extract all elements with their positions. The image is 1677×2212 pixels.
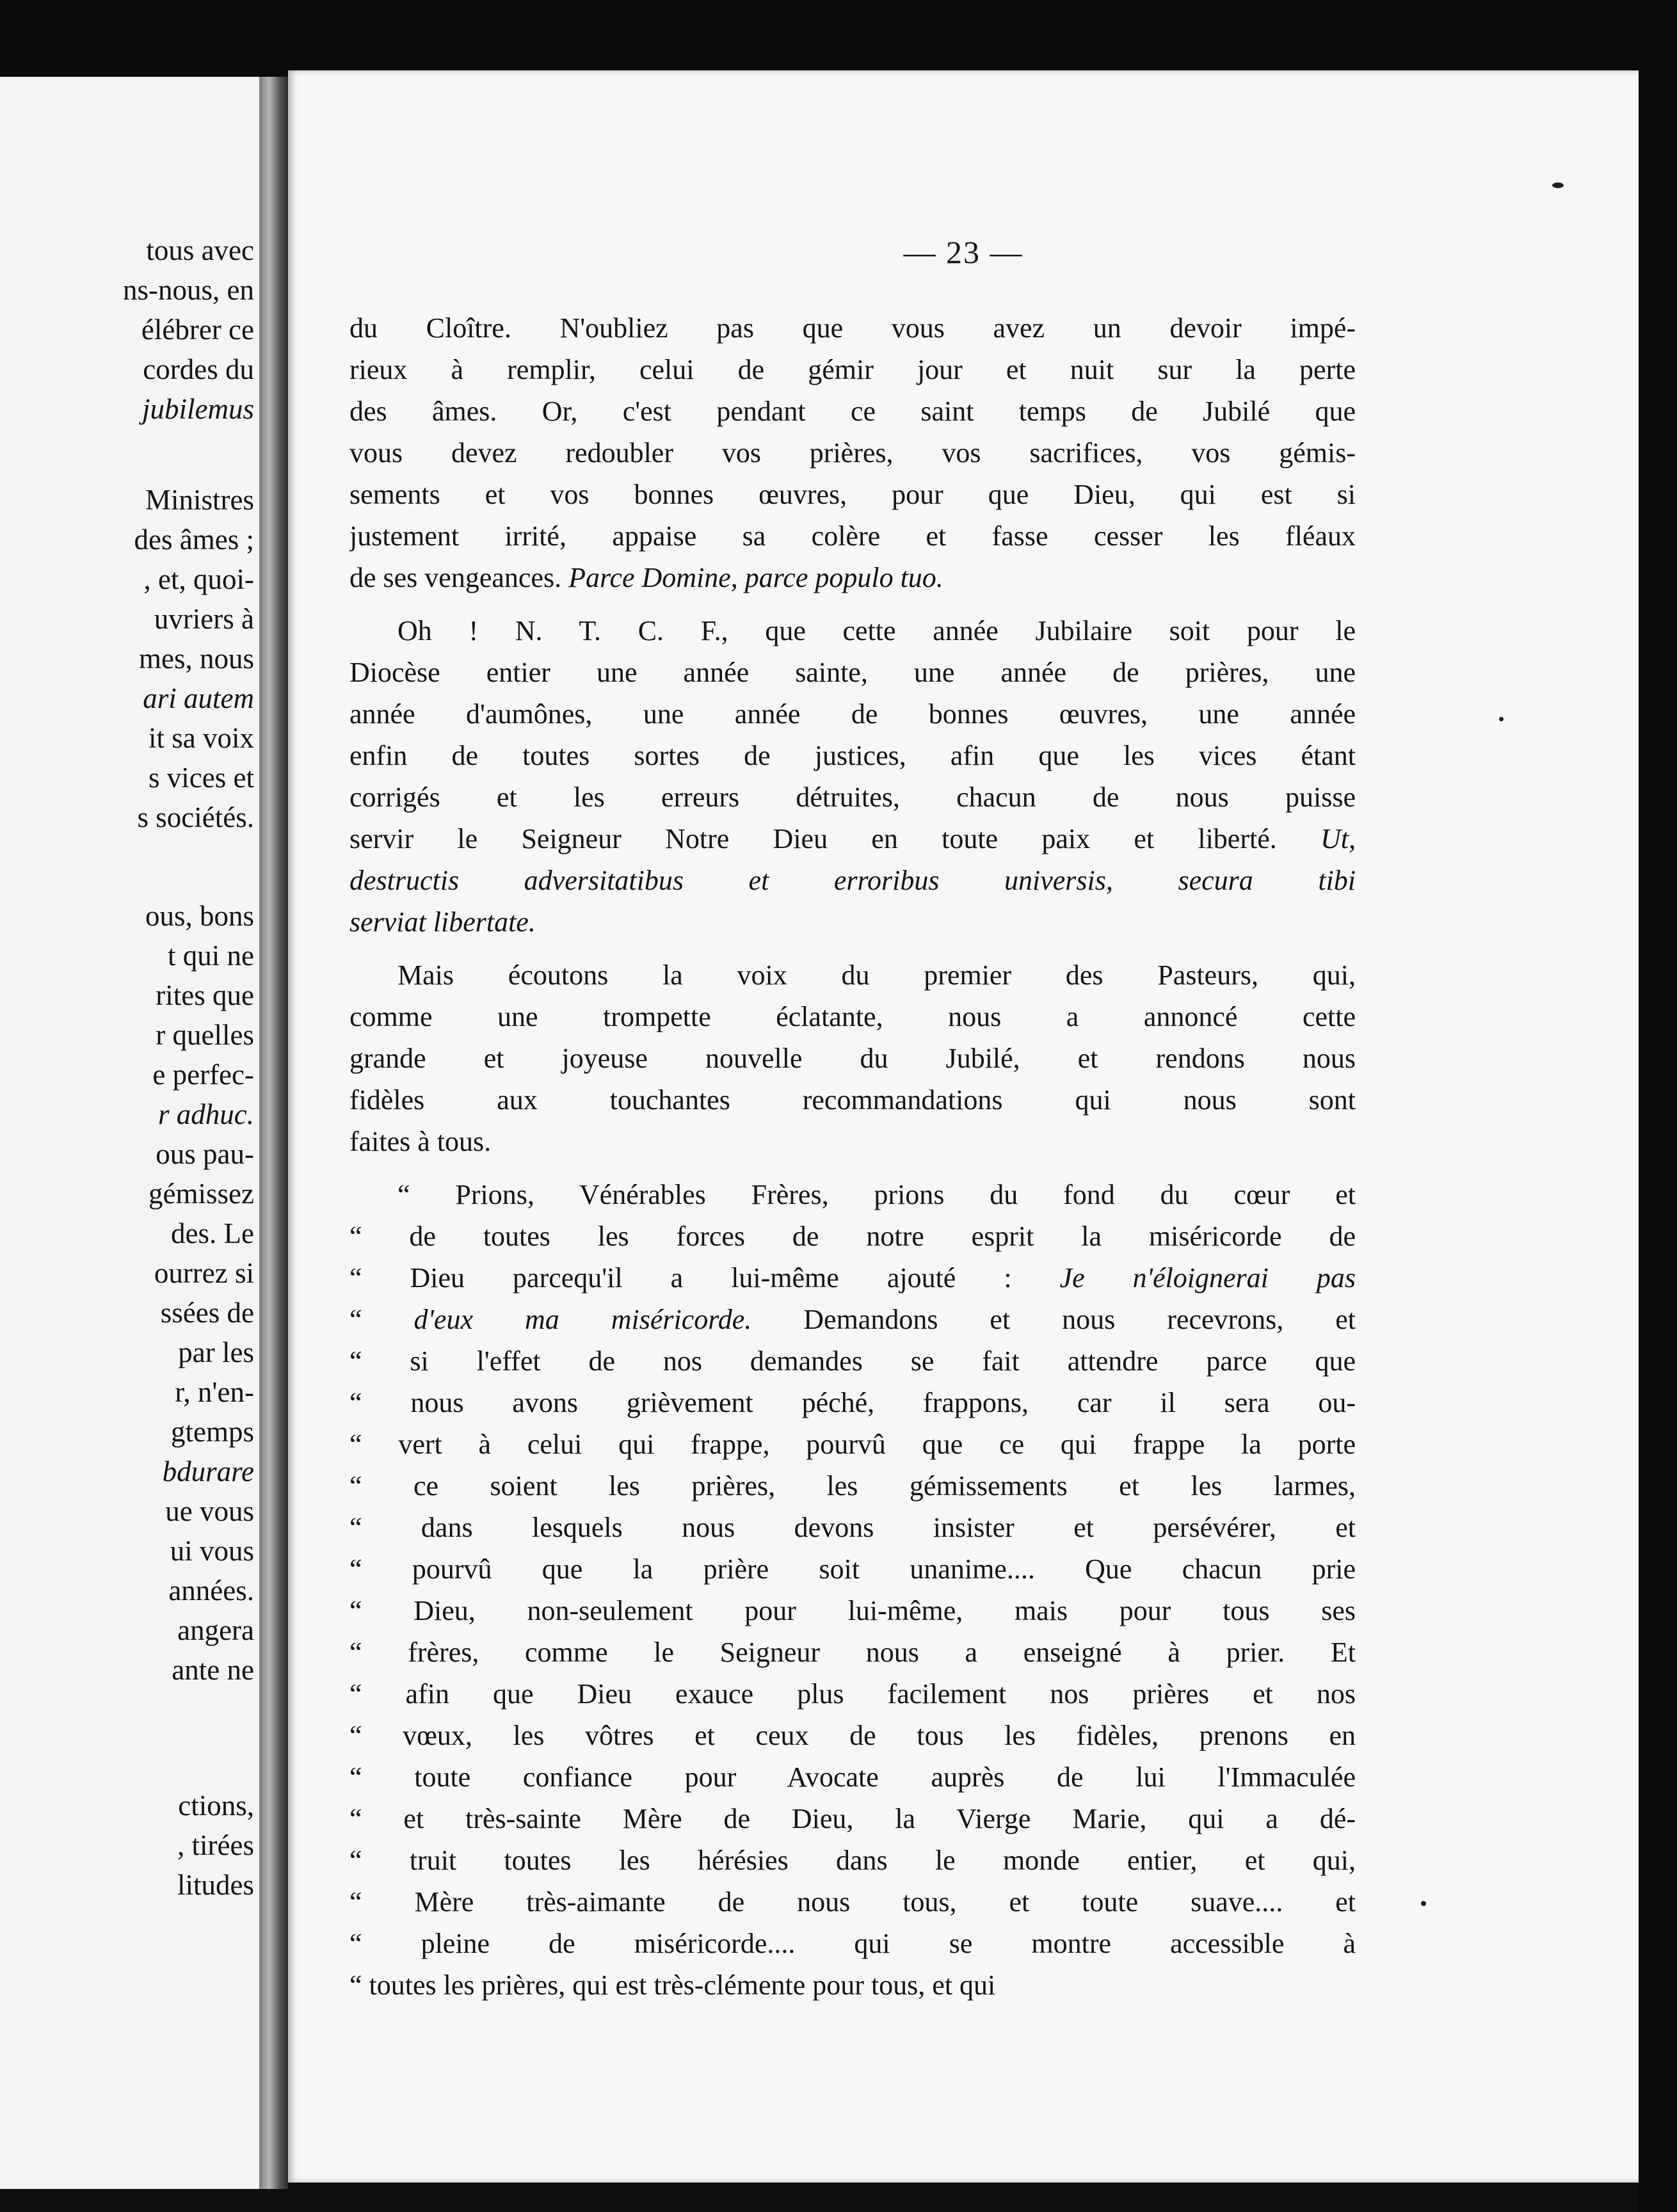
text-line: [349, 1079, 1356, 1121]
text-line: [349, 1839, 1356, 1881]
text-run: des âmes. Or, c'est pendant ce saint temps de Jubilé que: [349, 396, 1356, 427]
text-run: “ pleine de miséricorde.... qui se montre accessible à: [349, 1928, 1356, 1959]
latin-italic-text: Ut,: [1320, 823, 1356, 854]
text-line: [349, 557, 1356, 598]
ink-speck: [1499, 717, 1504, 721]
text-run: “ pourvû que la prière soit unanime.... Que chacun prie: [349, 1553, 1356, 1585]
text-line: [349, 693, 1356, 735]
text-run: servir le Seigneur Notre Dieu en toute paix et liberté.: [349, 823, 1320, 854]
text-line: [349, 776, 1356, 818]
text-run: “ de toutes les forces de notre esprit la miséricorde de: [349, 1221, 1356, 1252]
text-line: [349, 1715, 1356, 1756]
text-line: [349, 1590, 1356, 1631]
text-run: “ ce soient les prières, les gémissements et les larmes,: [349, 1470, 1356, 1502]
text-line: [349, 1881, 1356, 1923]
text-line: [349, 1423, 1356, 1465]
text-line: [349, 1673, 1356, 1715]
text-line: [349, 1340, 1356, 1382]
text-line: [349, 1798, 1356, 1839]
text-run: corrigés et les erreurs détruites, chacun de nous puisse: [349, 781, 1356, 813]
left-page-line: ous pau-: [156, 1138, 254, 1170]
left-page-line: par les: [178, 1336, 254, 1368]
left-page-line: ssées de: [160, 1297, 254, 1329]
left-page-line: it sa voix: [148, 722, 254, 754]
text-run: Oh ! N. T. C. F., que cette année Jubilaire soit pour le: [397, 615, 1356, 646]
text-run: vous devez redoubler vos prières, vos sacrifices, vos gémis-: [349, 437, 1356, 469]
book-gutter: [259, 77, 288, 2189]
text-line: [349, 1923, 1356, 1964]
text-run: “ truit toutes les hérésies dans le monde entier, et qui,: [349, 1845, 1356, 1876]
text-line: [349, 1756, 1356, 1798]
left-page-line: élébrer ce: [141, 314, 254, 346]
text-run: “ vert à celui qui frappe, pourvû que ce qui frappe la porte: [349, 1429, 1356, 1460]
text-run: “ toutes les prières, qui est très-clémente pour tous, et qui: [349, 1969, 996, 2001]
text-run: année d'aumônes, une année de bonnes œuvres, une année: [349, 698, 1356, 730]
left-page-line: années.: [168, 1575, 254, 1607]
text-line: [349, 901, 1356, 943]
left-page-line: cordes du: [143, 353, 254, 385]
text-run: comme une trompette éclatante, nous a annoncé cette: [349, 1001, 1356, 1032]
left-page-line: gémissez: [148, 1178, 254, 1210]
text-run: faites à tous.: [349, 1126, 492, 1157]
text-line: [349, 954, 1356, 996]
text-run: “ si l'effet de nos demandes se fait attendre parce que: [349, 1345, 1356, 1377]
text-line: [349, 1299, 1356, 1340]
left-page-line: ous, bons: [145, 900, 254, 932]
left-page-line: , et, quoi-: [143, 563, 254, 595]
latin-italic-text: Parce Domine, parce populo tuo.: [568, 562, 943, 593]
paragraph: [349, 1174, 1356, 2006]
text-line: [349, 1964, 1356, 2006]
text-line: [349, 390, 1356, 432]
text-line: [349, 735, 1356, 776]
left-page-line: , tirées: [177, 1829, 254, 1861]
left-page-line: r, n'en-: [175, 1376, 254, 1408]
text-run: justement irrité, appaise sa colère et fasse cesser les fléaux: [349, 520, 1356, 552]
left-page-line: ourrez si: [154, 1257, 254, 1289]
left-page-line: bdurare: [162, 1455, 254, 1487]
text-run: “ nous avons grièvement péché, frappons, car il sera ou-: [349, 1387, 1356, 1418]
latin-italic-text: destructis adversitatibus et erroribus universis, secura tibi: [349, 865, 1356, 896]
left-page-line: r quelles: [156, 1019, 254, 1051]
left-page-line: ari autem: [143, 682, 254, 714]
text-line: [349, 1382, 1356, 1423]
left-page-line: uvriers à: [154, 603, 254, 635]
scanner-border-right: [1639, 0, 1677, 2212]
text-line: [349, 1121, 1356, 1162]
left-page-line: tous avec: [146, 234, 254, 266]
text-run: “ dans lesquels nous devons insister et persévérer, et: [349, 1512, 1356, 1543]
text-line: [349, 1548, 1356, 1590]
left-page-line: e perfec-: [152, 1059, 254, 1091]
text-run: “ Dieu, non-seulement pour lui-même, mais pour tous ses: [349, 1595, 1356, 1626]
text-line: [349, 474, 1356, 515]
text-line: [349, 860, 1356, 901]
left-page-line: Ministres: [145, 484, 254, 516]
text-line: [349, 1631, 1356, 1673]
text-run: Diocèse entier une année sainte, une année de prières, une: [349, 657, 1356, 688]
text-line: [349, 652, 1356, 693]
text-run: “ frères, comme le Seigneur nous a enseigné à prier. Et: [349, 1637, 1356, 1668]
text-run: de ses vengeances.: [349, 562, 569, 593]
text-run: fidèles aux touchantes recommandations qui nous sont: [349, 1084, 1356, 1116]
left-page-line: litudes: [177, 1869, 254, 1901]
left-page-line: gtemps: [171, 1416, 254, 1448]
facing-page-left: [0, 77, 259, 2189]
text-line: [349, 1215, 1356, 1257]
text-run: “ Mère très-aimante de nous tous, et toute suave.... et: [349, 1886, 1356, 1918]
text-line: [349, 432, 1356, 474]
latin-italic-text: Je n'éloignerai pas: [1059, 1262, 1356, 1294]
left-page-line: ante ne: [172, 1654, 254, 1686]
text-run: “ et très-sainte Mère de Dieu, la Vierge Marie, qui a dé-: [349, 1803, 1356, 1834]
left-page-line: s vices et: [148, 762, 254, 794]
left-page-line: s sociétés.: [137, 801, 254, 833]
text-line: [349, 1507, 1356, 1548]
text-run: rieux à remplir, celui de gémir jour et nuit sur la perte: [349, 354, 1356, 385]
text-line: [349, 610, 1356, 652]
text-line: [349, 1257, 1356, 1299]
text-line: [349, 307, 1356, 349]
text-run: enfin de toutes sortes de justices, afin que les vices étant: [349, 740, 1356, 771]
paragraph: [349, 307, 1356, 598]
left-page-line: des âmes ;: [134, 524, 254, 556]
left-page-line: r adhuc.: [158, 1098, 254, 1130]
text-run: Mais écoutons la voix du premier des Pasteurs, qui,: [397, 959, 1356, 991]
left-page-line: t qui ne: [168, 940, 254, 972]
page-number: — 23 —: [903, 234, 1023, 270]
text-line: [349, 349, 1356, 390]
text-run: “ Prions, Vénérables Frères, prions du fond du cœur et: [397, 1179, 1356, 1210]
left-page-line: ctions,: [178, 1790, 254, 1822]
text-run: Demandons et nous recevrons, et: [751, 1304, 1356, 1335]
left-page-line: jubilemus: [142, 393, 254, 425]
text-line: [349, 1465, 1356, 1507]
left-page-line: rites que: [156, 979, 254, 1011]
text-run: “ vœux, les vôtres et ceux de tous les fidèles, prenons en: [349, 1720, 1356, 1751]
text-line: [349, 996, 1356, 1038]
text-run: “ toute confiance pour Avocate auprès de lui l'Immaculée: [349, 1761, 1356, 1793]
left-page-line: ui vous: [170, 1535, 254, 1567]
text-run: “ afin que Dieu exauce plus facilement nos prières et nos: [349, 1678, 1356, 1710]
text-run: grande et joyeuse nouvelle du Jubilé, et rendons nous: [349, 1043, 1356, 1074]
text-run: du Cloître. N'oubliez pas que vous avez un devoir impé-: [349, 312, 1356, 344]
left-page-line: des. Le: [171, 1217, 254, 1249]
text-run: sements et vos bonnes œuvres, pour que Dieu, qui est si: [349, 479, 1356, 510]
text-run: “ Dieu parcequ'il a lui-même ajouté :: [349, 1262, 1060, 1294]
latin-italic-text: d'eux ma miséricorde.: [413, 1304, 752, 1335]
ink-speck: [1421, 1901, 1426, 1906]
left-page-line: ns-nous, en: [123, 274, 254, 306]
text-line: [349, 515, 1356, 557]
left-page-line: mes, nous: [139, 643, 254, 675]
text-line: [349, 1038, 1356, 1079]
page-body-text: [349, 307, 1356, 2006]
paragraph: [349, 954, 1356, 1162]
left-page-line: ue vous: [165, 1495, 254, 1527]
text-line: [349, 818, 1356, 860]
left-page-line: angera: [177, 1614, 254, 1646]
latin-italic-text: serviat libertate.: [349, 906, 536, 938]
page-23: [288, 70, 1639, 2183]
scanner-border-top: [0, 0, 1677, 77]
ink-speck: [1552, 182, 1564, 188]
paragraph: [349, 610, 1356, 943]
text-run: “: [349, 1304, 414, 1335]
text-line: [349, 1174, 1356, 1215]
